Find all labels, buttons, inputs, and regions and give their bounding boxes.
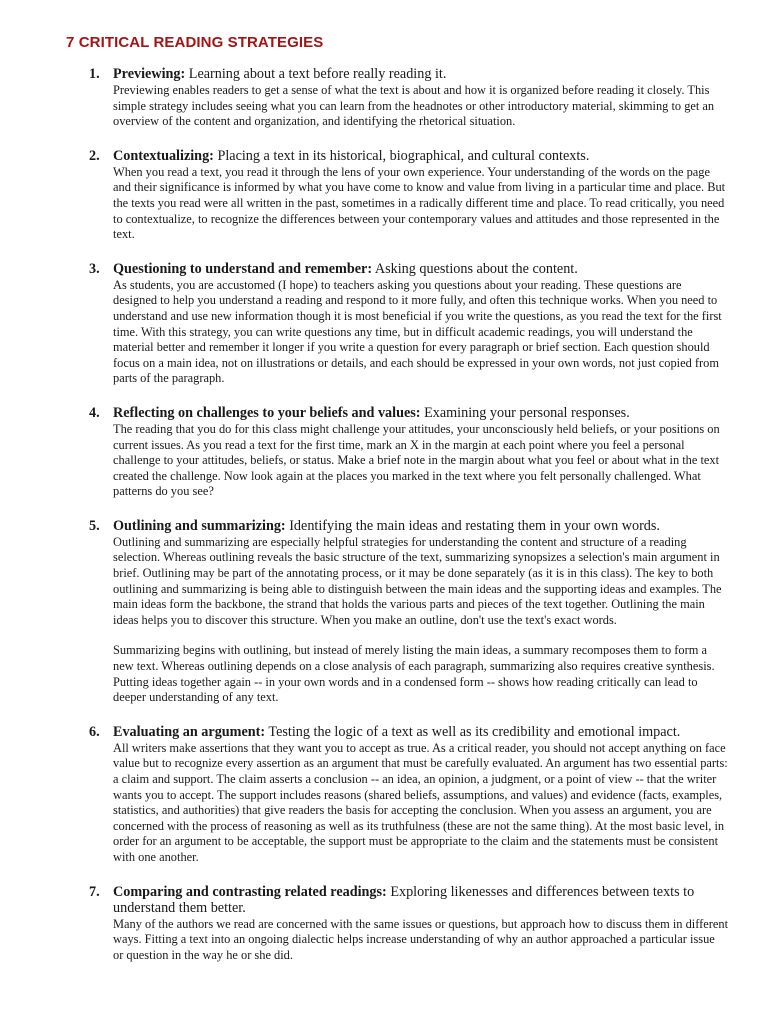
strategy-summary: Testing the logic of a text as well as its credibility and emotional impact. — [265, 723, 681, 740]
strategy-term: Reflecting on challenges to your beliefs and values: — [113, 404, 421, 421]
strategy-heading — [113, 884, 728, 916]
strategy-number: 1. — [89, 66, 100, 82]
strategy-term: Comparing and contrasting related readings: — [113, 883, 387, 900]
strategy-summary: Identifying the main ideas and restating them in your own words. — [285, 517, 660, 534]
strategy-summary: Examining your personal responses. — [420, 404, 630, 421]
strategy-paragraph: All writers make assertions that they want you to accept as true. As a critical reader, you should not accept anything on face value but to recognize every assertion as an argument that must be carefully evaluated. An argument has two essential parts: a claim and support. The claim asserts a conclusion -- an idea, an opinion, a judgment, or a point of view -- that the writer wants you to accept. The support includes reasons (shared beliefs, assumptions, and values) and evidence (facts, examples, statistics, and authorities) that give readers the basis for accepting the conclusion. When you assess an argument, you are concerned with the process of reasoning as well as its truthfulness (these are not the same thing). At the most basic level, in order for an argument to be acceptable, the support must be appropriate to the claim and the statements must be consistent with one another. — [113, 740, 728, 864]
strategy-summary: Learning about a text before really reading it. — [185, 66, 447, 82]
strategy-paragraph: Summarizing begins with outlining, but instead of merely listing the main ideas, a summary recomposes them to form a new text. Whereas outlining depends on a close analysis of each paragraph, summarizing also requires creative synthesis. Putting ideas together again -- in your own words and in a condensed form -- shows how reading critically can lead to deeper understanding of any text. — [113, 643, 715, 705]
strategy-term: Evaluating an argument: — [113, 723, 266, 740]
strategy-heading — [113, 405, 728, 421]
page-title: 7 CRITICAL READING STRATEGIES — [66, 34, 324, 51]
strategy-number: 6. — [89, 723, 100, 740]
strategy-item-comparing — [0, 884, 768, 964]
strategy-item-previewing — [0, 66, 768, 130]
strategy-item-contextualizing — [0, 148, 768, 243]
strategy-item-outlining — [0, 518, 768, 706]
strategy-number: 4. — [89, 404, 100, 421]
strategy-item-questioning — [0, 261, 768, 387]
strategy-number: 2. — [89, 147, 100, 164]
strategy-heading — [113, 518, 728, 534]
strategy-number: 3. — [89, 260, 100, 277]
strategy-paragraph: Outlining and summarizing are especially helpful strategies for understanding the content and structure of a reading selection. Whereas outlining reveals the basic structure of the text, summarizing synopsizes a selection's main argument in brief. Outlining may be part of the annotating process, or it may be done separately (as it is in this class). The key to both outlining and summarizing is being able to distinguish between the main ideas and the supporting ideas and examples. The main ideas form the backbone, the strand that holds the various parts and pieces of the text together. Outlining the main ideas helps you to discover this structure. When you make an outline, don't use the text's exact words. — [113, 534, 722, 627]
strategy-summary: Asking questions about the content. — [372, 260, 578, 277]
strategy-item-reflecting — [0, 405, 768, 500]
strategy-heading — [113, 261, 728, 277]
strategy-paragraph: Previewing enables readers to get a sense of what the text is about and how it is organized before reading it closely. This simple strategy includes seeing what you can learn from the headnotes or other introductory material, skimming to get an overview of the content and organization, and identifying the rhetorical situation. — [113, 83, 715, 129]
strategy-term: Questioning to understand and remember: — [113, 260, 373, 277]
strategy-paragraph: When you read a text, you read it through the lens of your own experience. Your understanding of the words on the page and their significance is informed by what you have come to know and value from living in a particular time and place. But the texts you read were all written in the past, sometimes in a radically different time and place. To read critically, you need to contextualize, to recognize the differences between your contemporary values and attitudes and those represented in the text. — [113, 164, 726, 242]
strategy-summary: Exploring likenesses and differences between texts to understand them better. — [113, 883, 695, 916]
strategy-number: 5. — [89, 517, 100, 534]
strategy-number: 7. — [89, 883, 100, 900]
strategy-summary: Placing a text in its historical, biographical, and cultural contexts. — [213, 147, 590, 164]
strategy-list — [0, 66, 768, 981]
strategy-term: Outlining and summarizing: — [113, 517, 286, 534]
strategy-paragraph: As students, you are accustomed (I hope) to teachers asking you questions about your reading. These questions are designed to help you understand a reading and respond to it more fully, and often this technique works. When you need to understand and use new information though it is most beneficial if you write the questions, as you read the text for the first time. With this strategy, you can write questions any time, but in difficult academic readings, you will understand the material better and remember it longer if you write a question for every paragraph or brief section. Each question should focus on a main idea, not on illustrations or details, and each should be expressed in your own words, not just copied from parts of the paragraph. — [113, 277, 722, 386]
strategy-term: Contextualizing: — [113, 147, 214, 164]
strategy-paragraph: The reading that you do for this class might challenge your attitudes, your unconsciously held beliefs, or your positions on current issues. As you read a text for the first time, mark an X in the margin at each point where you feel a personal challenge to your attitudes, beliefs, or status. Make a brief note in the margin about what you feel or about what in the text created the challenge. Now look again at the places you marked in the text where you felt personally challenged. What patterns do you see? — [113, 421, 720, 499]
strategy-heading — [113, 724, 728, 740]
strategy-paragraph: Many of the authors we read are concerned with the same issues or questions, but approach how to discuss them in different ways. Fitting a text into an ongoing dialectic helps increase understanding of why an author approached a particular issue or question in the way he or she did. — [113, 916, 729, 962]
strategy-item-evaluating — [0, 724, 768, 866]
strategy-heading — [113, 148, 728, 164]
strategy-heading — [113, 66, 728, 82]
strategy-term: Previewing: — [113, 66, 186, 82]
